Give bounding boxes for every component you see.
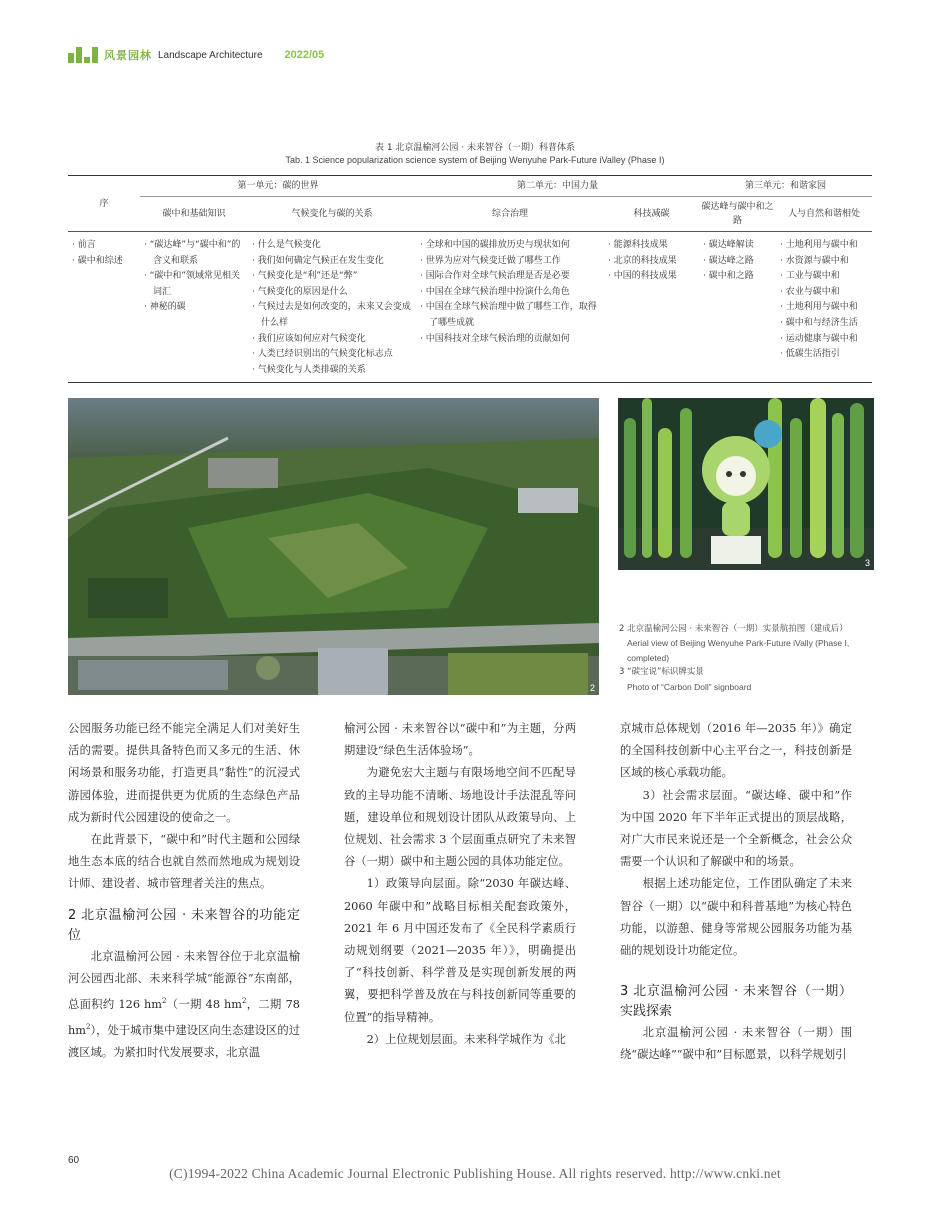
table-list-item: · 碳达峰之路 <box>703 255 754 266</box>
table-cell-col-6 <box>699 232 776 383</box>
journal-issue: 2022/05 <box>284 49 325 61</box>
paragraph: 公园服务功能已经不能完全满足人们对美好生活的需要。提供具备特色而又多元的生活、休闲场景和服务功能，打造更具“黏性”的沉浸式游园体验，进而提供更为优质的生态绿色产品成为新时代公园建设的使命之一。 <box>68 722 300 824</box>
paragraph: 为避免宏大主题与有限场地空间不匹配导致的主导功能不清晰、场地设计手法混乱等问题，建设单位和规划设计团队从政策导向、上位规划、社会需求 3 个层面重点研究了未来智谷（一期）碳中和主题公园的具体功能定位。 <box>344 766 576 869</box>
journal-header <box>68 45 324 65</box>
table-list-item: · 碳达峰解读 <box>703 240 754 250</box>
paragraph: 根据上述功能定位，工作团队确定了未来智谷（一期）以“碳中和科普基地”为核心特色功能，以游憩、健身等常规公园服务功能为基础的规划设计功能定位。 <box>620 877 852 958</box>
caption-fig2-cn: 2 北京温榆河公园 · 未来智谷（一期）实景航拍图（建成后） <box>619 624 848 634</box>
table-list-item: · 我们如何确定气候正在发生变化 <box>252 255 384 266</box>
science-system-table <box>68 175 872 383</box>
table-list-item: · 低碳生活指引 <box>780 349 840 360</box>
paragraph: 3）社会需求层面。“碳达峰、碳中和”作为中国 2020 年下半年正式提出的顶层战略，对广大市民来说还是一个全新概念，社会公众需要一个认识和了解碳中和的场景。 <box>620 788 852 869</box>
caption-fig2-en: Aerial view of Beijing Wenyuhe Park-Future iVally (Phase I, completed) <box>627 638 850 663</box>
table-list-item: · 中国的科技成果 <box>608 271 677 282</box>
paragraph: 北京温榆河公园 · 未来智谷（一期）围绕“碳达峰”“碳中和”目标愿景，以科学规划引 <box>620 1026 852 1062</box>
table-list-item: · 全球和中国的碳排放历史与现状如何 <box>420 240 570 250</box>
table-list-item: · “碳中和”领域常见相关词汇 <box>144 271 241 297</box>
table-subhead: 综合治理 <box>416 197 604 232</box>
table-list-item: · 中国科技对全球气候治理的贡献如何 <box>420 333 570 344</box>
journal-logo-icon <box>68 47 98 63</box>
table-title-en: Tab. 1 Science popularization science system of Beijing Wenyuhe Park-Future iValley (Phase Ⅰ) <box>285 155 665 165</box>
journal-name-en: Landscape Architecture <box>158 49 263 61</box>
table-list-item: · 人类已经识别出的气候变化标志点 <box>252 349 393 360</box>
table-list-item: · 国际合作对全球气候治理是否是必要 <box>420 271 570 282</box>
table-list-item: · 气候过去是如何改变的，未来又会变成什么样 <box>252 302 411 328</box>
caption-fig3-cn: 3 “碳宝说”标识牌实景 <box>619 667 704 678</box>
table-subhead: 人与自然和谐相处 <box>776 197 872 232</box>
table-list-item: · 我们应该如何应对气候变化 <box>252 333 366 344</box>
table-list-item: · 土地利用与碳中和 <box>780 302 858 313</box>
table-list-item: · 气候变化是“利”还是“弊” <box>252 271 358 282</box>
caption-fig3-en: Photo of “Carbon Doll” signboard <box>627 681 752 692</box>
page-number: 60 <box>68 1155 80 1166</box>
table-list-item: · 能源科技成果 <box>608 240 668 250</box>
table-list-item: · 中国在全球气候治理中扮演什么角色 <box>420 286 570 297</box>
table-list-item: · 碳中和综述 <box>72 255 123 266</box>
table-cell-col-2 <box>140 232 248 383</box>
paragraph: 1）政策导向层面。除“2030 年碳达峰、2060 年碳中和”战略目标相关配套政策外，2021 年 6 月中国还发布了《全民科学素质行动规划纲要（2021—2035 年）》，明确提出了“科技创新、科学普及是实现创新发展的两翼，要把科学普及放在与科技创新同等重要的位置”的指导精神。 <box>344 877 576 1024</box>
table-list-item: · 什么是气候变化 <box>252 240 321 250</box>
table-cell-col-1 <box>68 232 140 383</box>
table-subhead: 碳中和基础知识 <box>140 197 248 232</box>
section-heading-3: 3 北京温榆河公园 · 未来智谷（一期）实践探索 <box>620 984 852 1020</box>
table-list-item: · 农业与碳中和 <box>780 286 840 297</box>
table-subhead: 科技减碳 <box>604 197 699 232</box>
body-column-3 <box>620 718 852 1067</box>
table-head-seq: 序 <box>68 176 140 232</box>
paragraph: 榆河公园 · 未来智谷以“碳中和”为主题，分两期建设“绿色生活体验场”。 <box>344 722 576 758</box>
paragraph: 北京温榆河公园 · 未来智谷位于北京温榆河公园西北部、未来科学城“能源谷”东南部，总面积约 126 $hm^2$（一期 48 $hm^2$，二期 78 $hm^2$），处于城市集中建设区向生态建设区的过渡区域。为紧扣时代发展要求，北京温 <box>68 949 300 1059</box>
body-column-1 <box>68 718 300 1064</box>
signboard-photo <box>618 398 874 570</box>
body-column-2 <box>344 718 576 1051</box>
section-heading-2: 2 北京温榆河公园 · 未来智谷的功能定位 <box>68 907 300 943</box>
table-cell-col-5 <box>604 232 699 383</box>
table-list-item: · 土地利用与碳中和 <box>780 240 858 250</box>
table-head-unit-3: 第三单元：和谐家园 <box>699 176 872 197</box>
table-row <box>68 232 872 383</box>
table-subhead: 碳达峰与碳中和之路 <box>699 197 776 232</box>
table-cell-col-3 <box>248 232 416 383</box>
table-list-item: · “碳达峰”与“碳中和”的含义和联系 <box>144 240 241 266</box>
table-list-item: · 世界为应对气候变迁做了哪些工作 <box>420 255 561 266</box>
table-list-item: · 运动健康与碳中和 <box>780 333 858 344</box>
table-list-item: · 气候变化与人类排碳的关系 <box>252 364 366 375</box>
figure-captions <box>619 622 889 694</box>
table-list-item: · 中国在全球气候治理中做了哪些工作，取得了哪些成就 <box>420 302 597 328</box>
paragraph: 京城市总体规划（2016 年—2035 年）》确定的全国科技创新中心主平台之一，科技创新是区域的核心承载功能。 <box>620 722 852 780</box>
table-list-item: · 工业与碳中和 <box>780 271 840 282</box>
aerial-photo <box>68 398 599 695</box>
table-subhead: 气候变化与碳的关系 <box>248 197 416 232</box>
paragraph: 2）上位规划层面。未来科学城作为《北 <box>366 1032 566 1046</box>
table-cell-col-4 <box>416 232 604 383</box>
table-title-cn: 表 1 北京温榆河公园 · 未来智谷（一期）科普体系 <box>374 143 576 153</box>
table-head-unit-1: 第一单元：碳的世界 <box>140 176 416 197</box>
table-list-item: · 气候变化的原因是什么 <box>252 286 348 297</box>
table-list-item: · 碳中和之路 <box>703 271 754 282</box>
copyright-notice: (C)1994-2022 China Academic Journal Electronic Publishing House. All rights reserved. http://www.cnki.net <box>169 1166 781 1181</box>
table-list-item: · 北京的科技成果 <box>608 255 677 266</box>
paragraph: 在此背景下，“碳中和”时代主题和公园绿地生态本底的结合也就自然而然地成为规划设计师、建设者、城市管理者关注的焦点。 <box>68 833 300 891</box>
figure-number: 2 <box>589 683 595 693</box>
table-list-item: · 神秘的碳 <box>144 302 186 313</box>
table-cell-col-7 <box>776 232 872 383</box>
table-list-item: · 前言 <box>72 240 96 250</box>
table-list-item: · 水资源与碳中和 <box>780 255 849 266</box>
figure-number: 3 <box>864 558 870 568</box>
table-head-unit-2: 第二单元：中国力量 <box>416 176 699 197</box>
journal-name-cn: 风景园林 <box>104 49 152 62</box>
table-list-item: · 碳中和与经济生活 <box>780 317 858 328</box>
